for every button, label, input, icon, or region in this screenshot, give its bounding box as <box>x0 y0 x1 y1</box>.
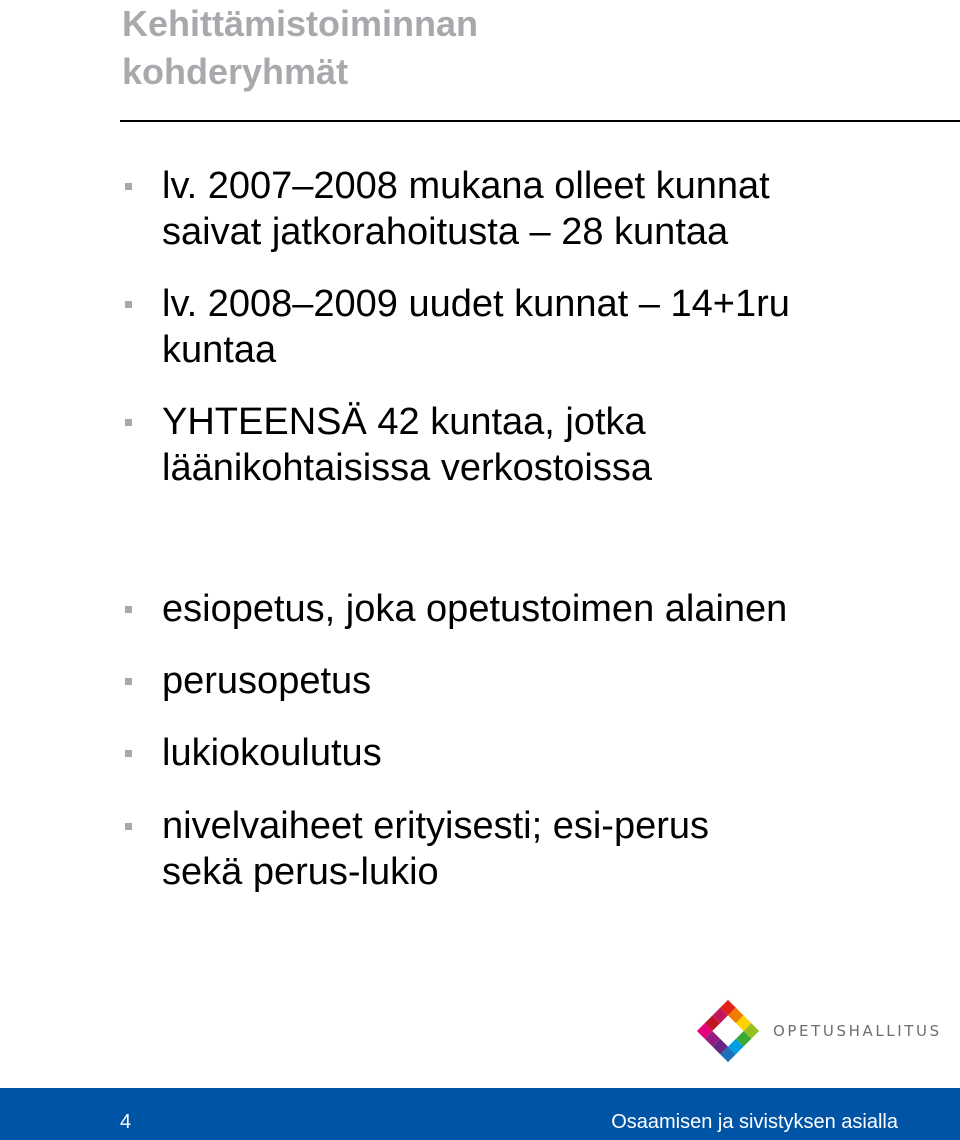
page-number: 4 <box>120 1111 132 1133</box>
square-bullet-icon <box>125 419 132 426</box>
square-bullet-icon <box>125 301 132 308</box>
footer-slogan: Osaamisen ja sivistyksen asialla <box>611 1111 898 1133</box>
bullet-text: lv. 2008–2009 uudet kunnat – 14+1ru kuntaa <box>162 283 790 371</box>
logo-wordmark: OPETUSHALLITUS <box>773 1022 942 1040</box>
bullet-text: lukiokoulutus <box>162 732 382 774</box>
square-bullet-icon <box>125 750 132 757</box>
slide-title: Kehittämistoiminnan kohderyhmät <box>122 3 479 92</box>
bullet-text: nivelvaiheet erityisesti; esi-perus sekä perus-lukio <box>162 805 710 893</box>
bullet-text: lv. 2007–2008 mukana olleet kunnat saivat jatkorahoitusta – 28 kuntaa <box>162 165 770 253</box>
opetushallitus-logo <box>695 998 942 1068</box>
bullet-text: perusopetus <box>162 660 372 702</box>
square-bullet-icon <box>125 606 132 613</box>
footer-bar <box>0 1088 960 1140</box>
square-bullet-icon <box>125 183 132 190</box>
square-bullet-icon <box>125 823 132 830</box>
title-divider <box>120 120 960 122</box>
bullet-text: esiopetus, joka opetustoimen alainen <box>162 588 788 630</box>
diamond-logo-icon <box>695 998 761 1064</box>
square-bullet-icon <box>125 678 132 685</box>
bullet-text: YHTEENSÄ 42 kuntaa, jotka läänikohtaisissa verkostoissa <box>162 401 653 489</box>
